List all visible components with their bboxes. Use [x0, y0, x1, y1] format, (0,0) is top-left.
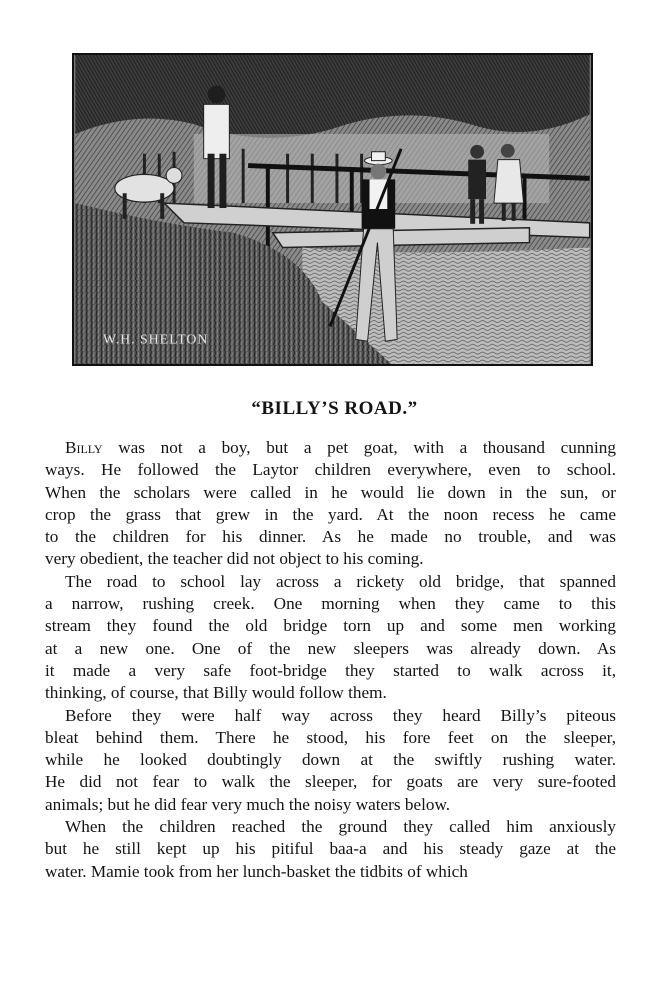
text-line — [45, 504, 616, 526]
artist-signature: W.H. SHELTON — [102, 331, 209, 347]
text-line — [45, 548, 616, 570]
line-text: Before they were half way across they heard Billy’s piteous — [65, 705, 616, 725]
text-line — [45, 437, 616, 459]
line-text: thinking, of course, that Billy would follow them. — [45, 683, 387, 703]
line-text: When the scholars were called in he would lie down in the sun, or — [45, 482, 616, 502]
line-text: but he still kept up his pitiful baa-a and his steady gaze at the — [45, 839, 616, 859]
line-text: animals; but he did fear very much the noisy waters below. — [45, 794, 451, 814]
paragraph — [45, 705, 616, 816]
line-text: to the children for his dinner. As he made no trouble, and was — [45, 527, 616, 547]
text-line — [45, 571, 616, 593]
paragraph — [45, 816, 616, 883]
line-text: stream they found the old bridge torn up and some men working — [45, 616, 616, 636]
small-caps-lead: Billy — [65, 438, 103, 457]
text-line — [45, 482, 616, 504]
paragraph — [45, 437, 616, 571]
line-text: a narrow, rushing creek. One morning when they came to this — [45, 594, 616, 614]
text-line — [45, 794, 616, 816]
story-title: “BILLY’S ROAD.” — [251, 398, 418, 419]
text-line — [45, 838, 616, 860]
text-line — [45, 816, 616, 838]
story-body — [45, 437, 616, 883]
line-text: bleat behind them. There he stood, his fore feet on the sleeper, — [45, 727, 616, 747]
line-text: The road to school lay across a rickety old bridge, that spanned — [65, 571, 616, 591]
line-text: it made a very safe foot-bridge they started to walk across it, — [45, 660, 616, 680]
text-line — [45, 660, 616, 682]
text-line — [45, 593, 616, 615]
text-line — [45, 705, 616, 727]
text-line — [45, 771, 616, 793]
text-line — [45, 727, 616, 749]
text-line — [45, 749, 616, 771]
line-text: crop the grass that grew in the yard. At the noon recess he came — [45, 504, 616, 524]
text-line — [45, 615, 616, 637]
line-text: He did not fear to walk the sleeper, for goats are very sure-footed — [45, 772, 616, 792]
line-text: very obedient, the teacher did not object to his coming. — [45, 549, 424, 569]
text-line — [45, 682, 616, 704]
line-text: water. Mamie took from her lunch-basket the tidbits of which — [45, 861, 468, 881]
line-text: while he looked doubtingly down at the swiftly rushing water. — [45, 750, 616, 770]
line-text: at a new one. One of the new sleepers was already down. As — [45, 638, 616, 658]
engraving-illustration — [72, 53, 593, 366]
line-text: When the children reached the ground they called him anxiously — [65, 817, 616, 837]
text-line — [45, 861, 616, 883]
line-text: ways. He followed the Laytor children everywhere, even to school. — [45, 460, 616, 480]
text-line — [45, 459, 616, 481]
paragraph — [45, 571, 616, 705]
line-text: was not a boy, but a pet goat, with a thousand cunning — [102, 438, 616, 457]
text-line — [45, 526, 616, 548]
text-line — [45, 638, 616, 660]
